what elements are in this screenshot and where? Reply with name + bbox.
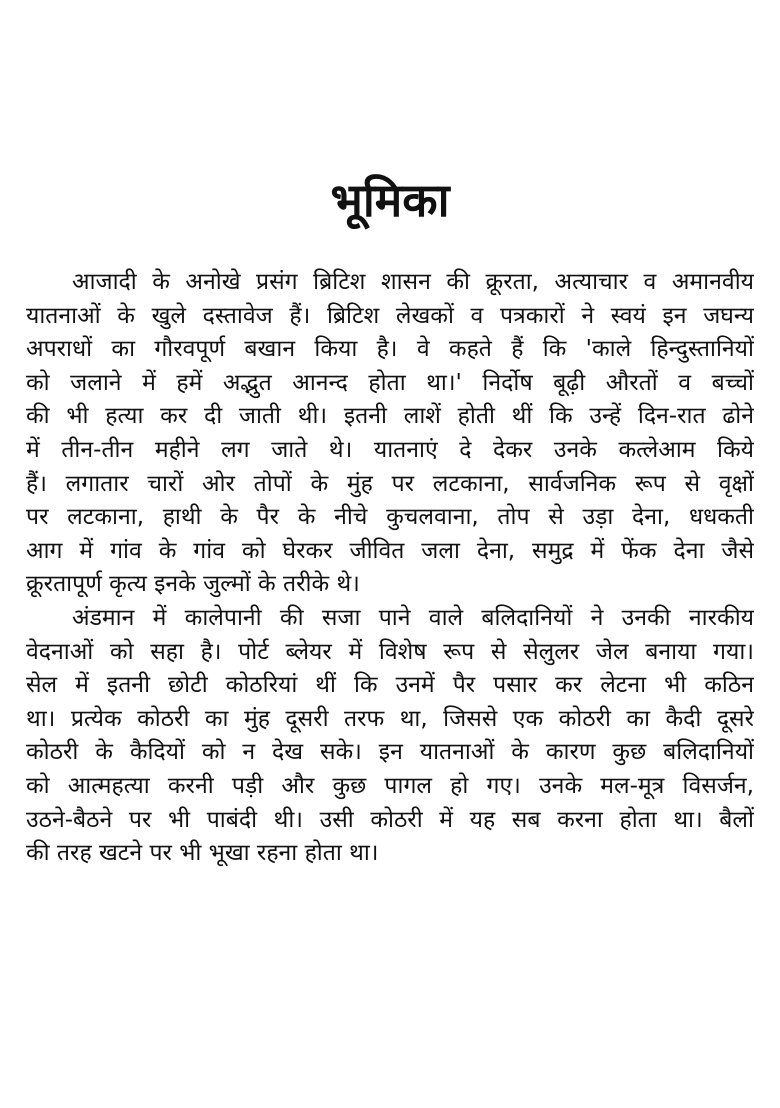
paragraph-1 xyxy=(26,266,754,602)
text-line: क्रूरतापूर्ण कृत्य इनके जुल्मों के तरीके थे। xyxy=(26,571,360,598)
paragraph-2 xyxy=(26,602,754,871)
text-line: की तरह खटने पर भी भूखा रहना होता था। xyxy=(26,840,379,867)
text-line: को आत्महत्या करनी पड़ी और कुछ पागल हो गए। उनके मल-मूत्र विसर्जन, xyxy=(26,772,754,799)
text-line: में तीन-तीन महीने लग जाते थे। यातनाएं दे देकर उनके कत्लेआम किये xyxy=(26,436,754,463)
body-text xyxy=(26,266,754,871)
text-line: आजादी के अनोखे प्रसंग ब्रिटिश शासन की क्रूरता, अत्याचार व अमानवीय xyxy=(72,269,754,295)
text-line: अंडमान में कालेपानी की सजा पाने वाले बलिदानियों ने उनकी नारकीय xyxy=(72,604,754,631)
text-line: को जलाने में हमें अद्भुत आनन्द होता था।' निर्दोष बूढ़ी औरतों व बच्चों xyxy=(26,369,754,396)
text-line: उठने-बैठने पर भी पाबंदी थी। उसी कोठरी में यह सब करना होता था। बैलों xyxy=(26,806,754,833)
text-line: वेदनाओं को सहा है। पोर्ट ब्लेयर में विशेष रूप से सेलुलर जेल बनाया गया। xyxy=(26,638,754,665)
text-line: अपराधों का गौरवपूर्ण बखान किया है। वे कहते हैं कि 'काले हिन्दुस्तानियों xyxy=(26,336,754,363)
text-line: कोठरी के कैदियों को न देख सके। इन यातनाओं के कारण कुछ बलिदानियों xyxy=(26,739,754,766)
text-line: हैं। लगातार चारों ओर तोपों के मुंह पर लटकाना, सार्वजनिक रूप से वृक्षों xyxy=(26,470,754,497)
text-line: सेल में इतनी छोटी कोठरियां थीं कि उनमें पैर पसार कर लेटना भी कठिन xyxy=(26,672,754,699)
text-line: पर लटकाना, हाथी के पैर के नीचे कुचलवाना, तोप से उड़ा देना, धधकती xyxy=(26,504,754,531)
text-line: यातनाओं के खुले दस्तावेज हैं। ब्रिटिश लेखकों व पत्रकारों ने स्वयं इन जघन्य xyxy=(26,302,754,329)
text-line: आग में गांव के गांव को घेरकर जीवित जला देना, समुद्र में फेंक देना जैसे xyxy=(26,537,754,564)
page-title: भूमिका xyxy=(330,173,450,227)
text-line: था। प्रत्येक कोठरी का मुंह दूसरी तरफ था, जिससे एक कोठरी का कैदी दूसरे xyxy=(26,705,754,732)
text-line: की भी हत्या कर दी जाती थी। इतनी लाशें होती थीं कि उन्हें दिन-रात ढोने xyxy=(26,403,754,430)
